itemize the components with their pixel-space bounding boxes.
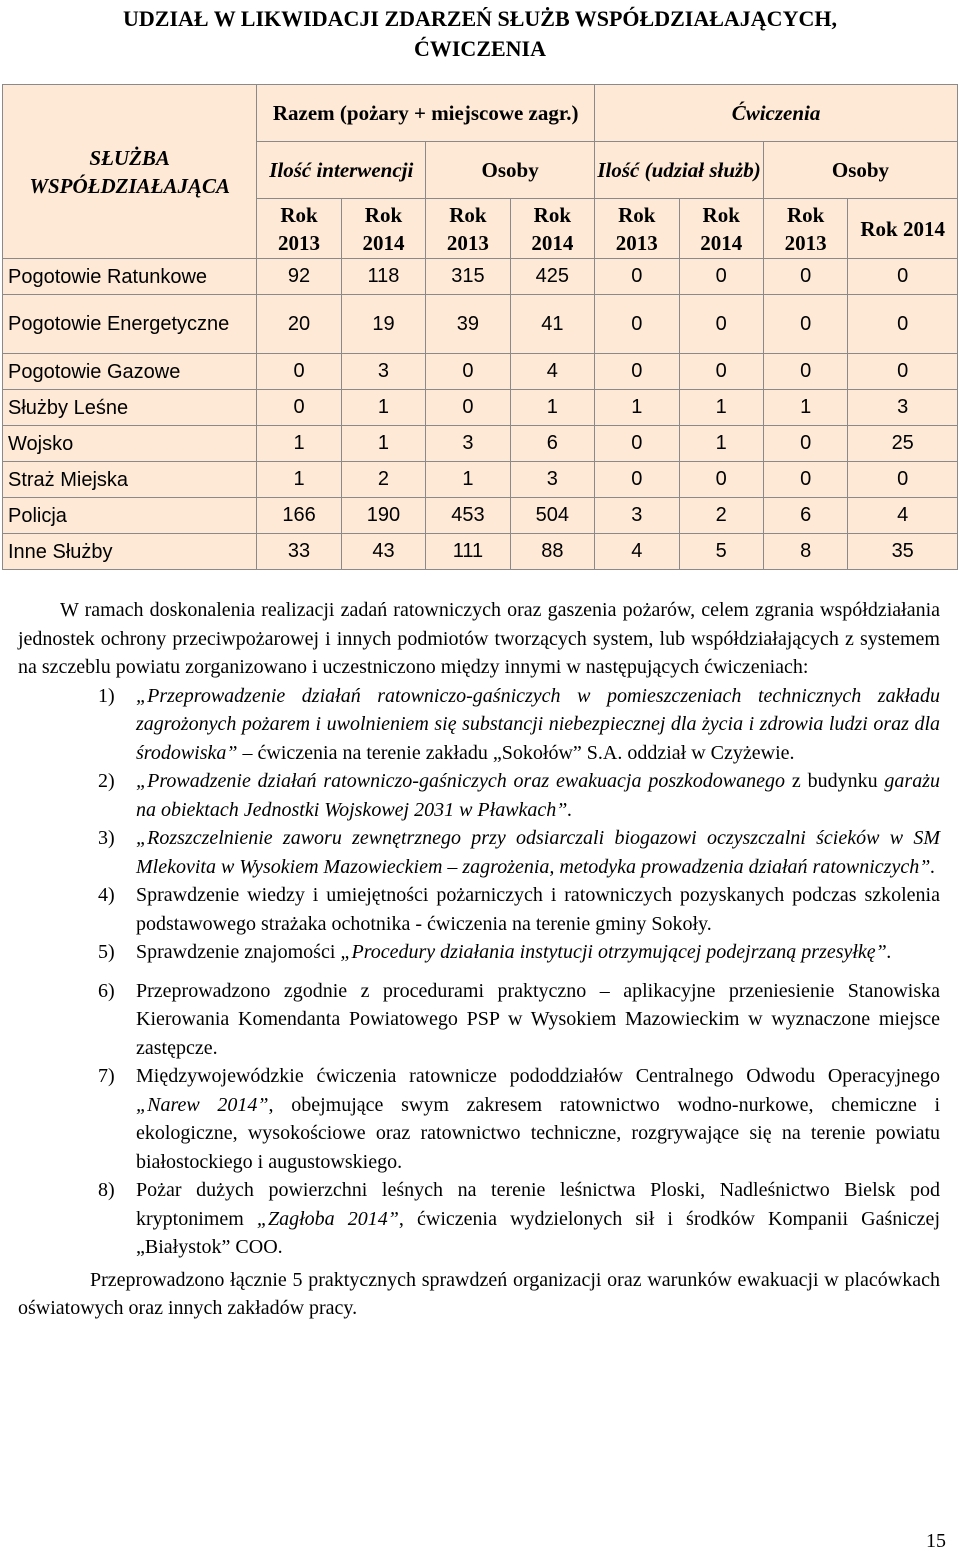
table-cell: 39 — [426, 295, 510, 354]
item-text: , obejmujące swym zakresem ratownictwo wodno-nurkowe, chemiczne i ekologiczne, wysokościowe oraz ratownictwo techniczne, rozgrywające się na terenie powiatu białostockiego i augustowskiego. — [136, 1093, 941, 1173]
table-cell: 35 — [848, 534, 958, 570]
table-cell: 0 — [426, 390, 510, 426]
table-cell: 6 — [510, 426, 594, 462]
item-italic: „Narew 2014” — [136, 1093, 269, 1116]
service-name: Wojsko — [3, 426, 257, 462]
table-cell: 0 — [426, 354, 510, 390]
table-cell: 3 — [848, 390, 958, 426]
table-cell: 1 — [510, 390, 594, 426]
list-item — [18, 977, 940, 1063]
table-cell: 0 — [848, 354, 958, 390]
table-cell: 0 — [848, 259, 958, 295]
table-cell: 453 — [426, 498, 510, 534]
table-cell: 425 — [510, 259, 594, 295]
item-italic: „Procedury działania instytucji otrzymującej podejrzaną przesyłkę”. — [340, 941, 892, 963]
table-row — [3, 462, 958, 498]
table-row — [3, 534, 958, 570]
table-cell: 0 — [595, 354, 679, 390]
item-number: 3) — [98, 827, 115, 849]
header-ilosc-interwencji: Ilość interwencji — [257, 142, 426, 199]
table-cell: 2 — [679, 498, 763, 534]
table-cell: 4 — [595, 534, 679, 570]
list-item — [18, 682, 940, 768]
table-cell: 1 — [595, 390, 679, 426]
item-text: – ćwiczenia na terenie zakładu „Sokołów” S.A. oddział w Czyżewie. — [237, 741, 795, 764]
item-number: 2) — [98, 770, 115, 792]
header-rok-2013: Rok 2013 — [257, 199, 341, 259]
table-cell: 0 — [763, 462, 847, 498]
table-cell: 0 — [848, 462, 958, 498]
header-rok-2014: Rok 2014 — [510, 199, 594, 259]
list-item — [18, 881, 940, 938]
table-cell: 41 — [510, 295, 594, 354]
item-number: 1) — [98, 684, 115, 707]
item-number: 7) — [98, 1065, 115, 1087]
table-cell: 504 — [510, 498, 594, 534]
table-cell: 33 — [257, 534, 341, 570]
service-name: Policja — [3, 498, 257, 534]
header-razem-text: Razem (pożary + miejscowe zagr.) — [272, 101, 579, 125]
table-cell: 3 — [510, 462, 594, 498]
table-cell: 4 — [510, 354, 594, 390]
item-italic: „Rozszczelnienie zaworu zewnętrznego przy odsiarczali biogazowi oczyszczalni ścieków w SM Mlekovita w Wysokiem Mazowieckiem – zagrożenia, metodyka prowadzenia działań ratowniczych”. — [136, 827, 940, 878]
list-item — [18, 824, 940, 881]
table-cell: 0 — [763, 354, 847, 390]
table-cell: 92 — [257, 259, 341, 295]
table-cell: 0 — [595, 462, 679, 498]
table-cell: 0 — [763, 295, 847, 354]
table-cell: 0 — [257, 390, 341, 426]
table-cell: 0 — [679, 354, 763, 390]
item-text: Pożar dużych powierzchni leśnych na terenie leśnictwa Ploski, Nadleśnictwo Bielsk pod kryptonimem — [136, 1179, 940, 1230]
table-cell: 118 — [341, 259, 425, 295]
table-cell: 19 — [341, 295, 425, 354]
table-row — [3, 354, 958, 390]
intro-paragraph: W ramach doskonalenia realizacji zadań ratowniczych oraz gaszenia pożarów, celem zgrania współdziałania jednostek ochrony przeciwpożarowej i innych podmiotów tworzących system, lub współdziałających z systemem na szczeblu powiatu zorganizowano i uczestniczono między innymi w następujących ćwiczeniach: — [18, 599, 940, 678]
table-cell: 0 — [595, 426, 679, 462]
page-title — [0, 4, 960, 64]
table-cell: 0 — [763, 426, 847, 462]
list-item — [18, 1176, 940, 1262]
header-cwiczenia: Ćwiczenia — [595, 85, 958, 142]
table-row — [3, 259, 958, 295]
header-osoby-1: Osoby — [426, 142, 595, 199]
service-name: Straż Miejska — [3, 462, 257, 498]
list-item — [18, 938, 940, 967]
list-item — [18, 767, 940, 824]
table-cell: 3 — [595, 498, 679, 534]
table-cell: 88 — [510, 534, 594, 570]
item-text: Przeprowadzono zgodnie z procedurami praktyczno – aplikacyjne przeniesienie Stanowiska Kierowania Komendanta Powiatowego PSP w Wysokiem Mazowieckim w wyznaczone miejsce zastępcze. — [136, 979, 940, 1059]
table-cell: 20 — [257, 295, 341, 354]
table-row — [3, 426, 958, 462]
table-cell: 43 — [341, 534, 425, 570]
table-cell: 0 — [595, 259, 679, 295]
item-text: Międzywojewódzkie ćwiczenia ratownicze pododdziałów Centralnego Odwodu Operacyjnego — [136, 1065, 940, 1087]
table-cell: 2 — [341, 462, 425, 498]
summary-paragraph: Przeprowadzono łącznie 5 praktycznych sprawdzeń organizacji oraz warunków ewakuacji w placówkach oświatowych oraz innych zakładów pracy. — [18, 1268, 940, 1319]
header-rok-2014: Rok 2014 — [848, 199, 958, 259]
table-cell: 1 — [257, 426, 341, 462]
table-row — [3, 390, 958, 426]
document-body — [18, 596, 940, 1323]
table-cell: 3 — [426, 426, 510, 462]
table-cell: 1 — [426, 462, 510, 498]
table-row — [3, 498, 958, 534]
title-line-2: ĆWICZENIA — [413, 36, 547, 61]
page-number: 15 — [926, 1530, 946, 1552]
table-row — [3, 295, 958, 354]
item-number: 4) — [98, 884, 115, 906]
table-cell: 0 — [257, 354, 341, 390]
header-rok-2014: Rok 2014 — [679, 199, 763, 259]
item-number: 6) — [98, 979, 115, 1002]
exercise-list — [18, 682, 940, 1262]
table-cell: 3 — [341, 354, 425, 390]
table-cell: 1 — [257, 462, 341, 498]
header-rok-2014: Rok 2014 — [341, 199, 425, 259]
service-name: Pogotowie Energetyczne — [3, 295, 257, 354]
table-cell: 0 — [848, 295, 958, 354]
item-italic: garażu na obiektach Jednostki Wojskowej 2031 w Pławkach”. — [136, 770, 940, 821]
table-cell: 1 — [341, 426, 425, 462]
table-cell: 0 — [763, 259, 847, 295]
item-number: 5) — [98, 941, 115, 963]
table-cell: 25 — [848, 426, 958, 462]
service-name: Pogotowie Gazowe — [3, 354, 257, 390]
item-text: , ćwiczenia wydzielonych sił i środków Kompanii Gaśniczej „Białystok” COO. — [136, 1207, 940, 1258]
table-cell: 0 — [679, 462, 763, 498]
table-cell: 6 — [763, 498, 847, 534]
item-italic: „Przeprowadzenie działań ratowniczo-gaśniczych w pomieszczeniach technicznych zakładu zagrożonych pożarem i uwolnieniem się substancji niebezpiecznej dla życia i zdrowia ludzi oraz dla środowiska” — [136, 684, 940, 764]
table-cell: 1 — [679, 426, 763, 462]
table-cell: 0 — [679, 295, 763, 354]
header-osoby-2: Osoby — [763, 142, 957, 199]
header-rok-2013: Rok 2013 — [763, 199, 847, 259]
service-name: Służby Leśne — [3, 390, 257, 426]
header-service: SŁUŻBA WSPÓŁDZIAŁAJĄCA — [3, 85, 257, 259]
header-ilosc-udzial: Ilość (udział służb) — [595, 142, 764, 199]
list-item — [18, 1062, 940, 1176]
service-name: Inne Służby — [3, 534, 257, 570]
item-italic: „Prowadzenie działań ratowniczo-gaśniczych oraz ewakuacja poszkodowanego — [136, 770, 785, 792]
header-razem — [257, 85, 595, 142]
item-number: 8) — [98, 1179, 115, 1201]
table-cell: 315 — [426, 259, 510, 295]
table-cell: 5 — [679, 534, 763, 570]
table-cell: 0 — [595, 295, 679, 354]
table-cell: 1 — [341, 390, 425, 426]
header-rok-2013: Rok 2013 — [595, 199, 679, 259]
service-name: Pogotowie Ratunkowe — [3, 259, 257, 295]
item-italic: „Zagłoba 2014” — [256, 1207, 399, 1230]
services-table — [2, 84, 958, 570]
table-cell: 4 — [848, 498, 958, 534]
table-cell: 111 — [426, 534, 510, 570]
table-cell: 0 — [679, 259, 763, 295]
header-rok-2013: Rok 2013 — [426, 199, 510, 259]
item-text: Sprawdzenie wiedzy i umiejętności pożarniczych i ratowniczych pozyskanych podczas szkolenia podstawowego strażaka ochotnika - ćwiczenia na terenie gminy Sokoły. — [136, 884, 940, 935]
table-cell: 8 — [763, 534, 847, 570]
table-cell: 1 — [679, 390, 763, 426]
table-cell: 1 — [763, 390, 847, 426]
title-line-1: UDZIAŁ W LIKWIDACJI ZDARZEŃ SŁUŻB WSPÓŁDZIAŁAJĄCYCH, — [123, 6, 837, 31]
table-cell: 166 — [257, 498, 341, 534]
table-cell: 190 — [341, 498, 425, 534]
item-text: z budynku — [785, 770, 885, 792]
item-text: Sprawdzenie znajomości — [136, 941, 341, 963]
